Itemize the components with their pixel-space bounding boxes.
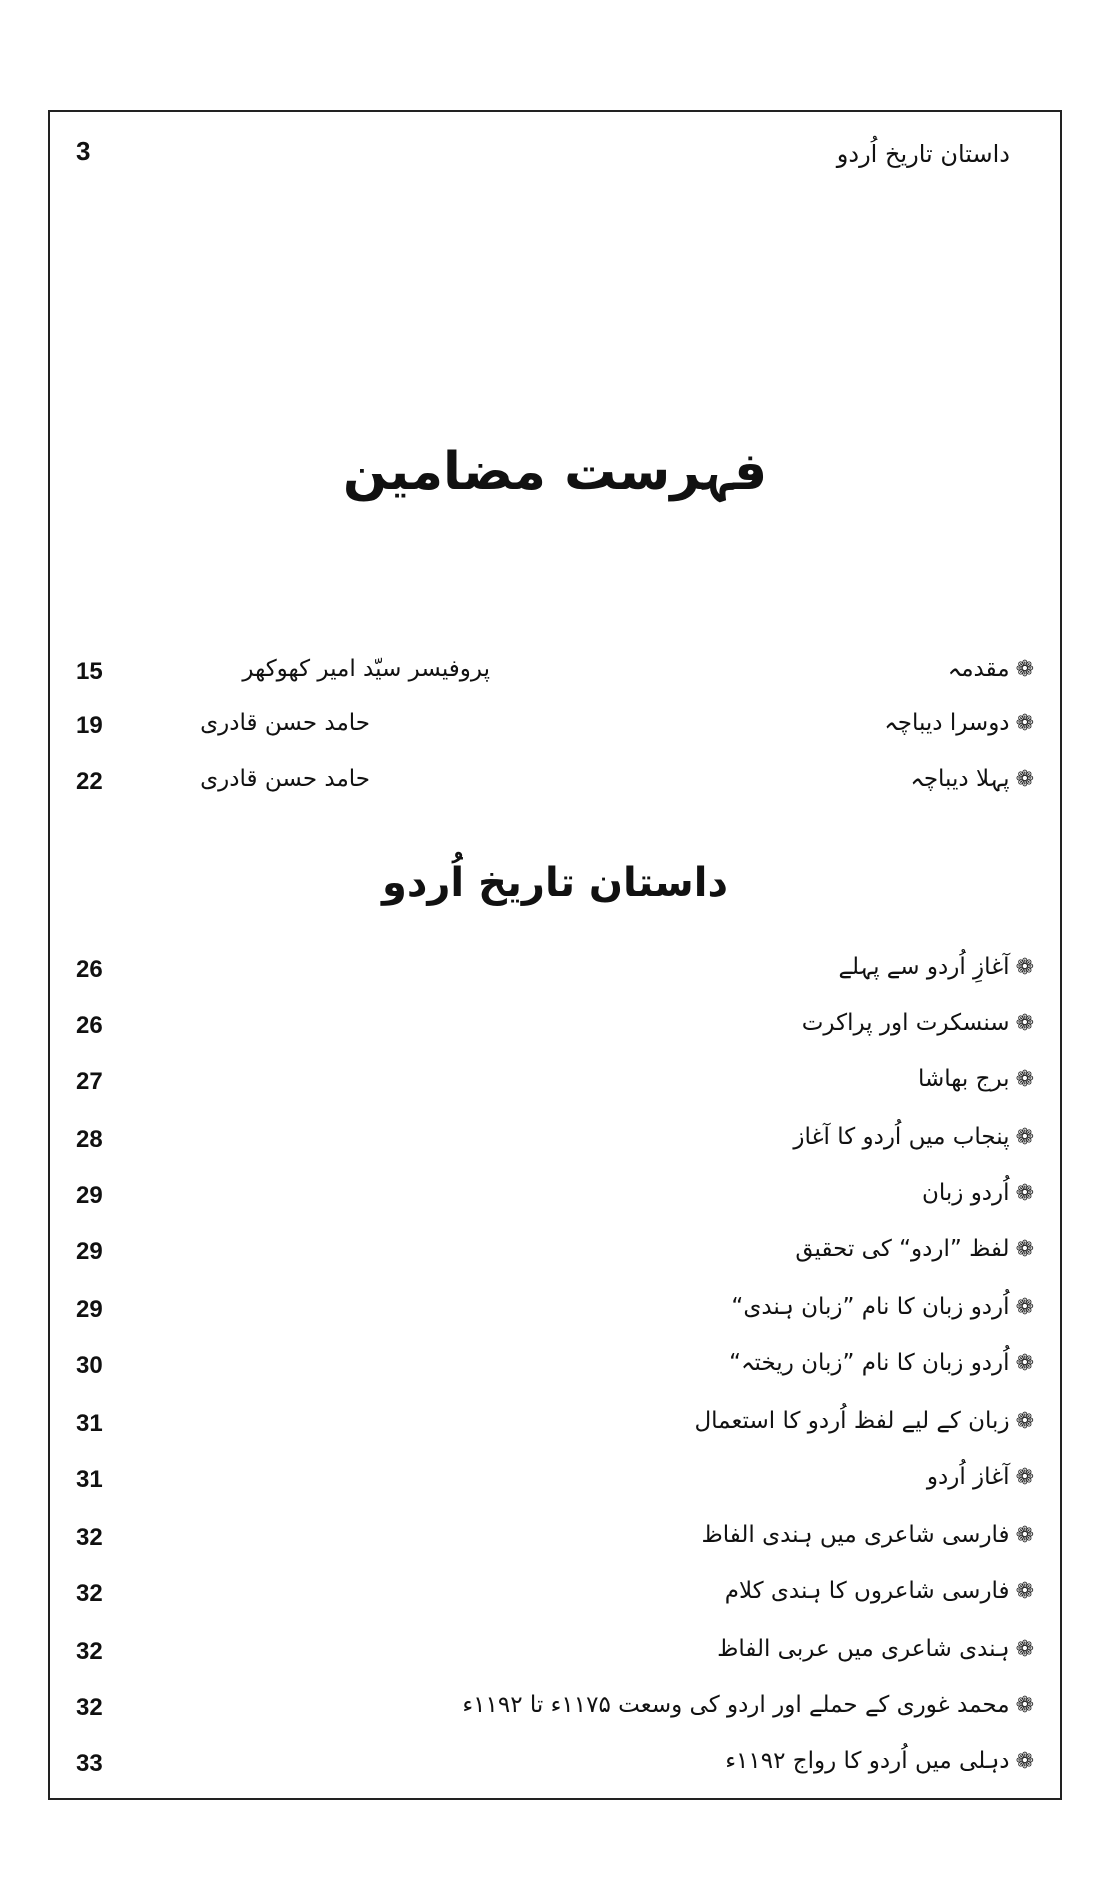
- toc-entry-page: 32: [76, 1580, 103, 1607]
- flower-bullet-icon: ❁: [1015, 1464, 1034, 1490]
- toc-entry-title: لفظ ”اردو“ کی تحقیق: [795, 1236, 1010, 1262]
- flower-bullet-icon: ❁: [1015, 1748, 1034, 1774]
- toc-entry[interactable]: [50, 1124, 1060, 1168]
- toc-entry-page: 27: [76, 1068, 103, 1095]
- toc-entry-page: 19: [76, 712, 103, 739]
- toc-entry[interactable]: [50, 766, 1060, 810]
- toc-entry-title: آغاز اُردو: [926, 1464, 1010, 1490]
- toc-entry-page: 29: [76, 1238, 103, 1265]
- flower-bullet-icon: ❁: [1015, 1408, 1034, 1434]
- toc-entry[interactable]: [50, 1180, 1060, 1224]
- toc-entry-page: 32: [76, 1524, 103, 1551]
- toc-entry-page: 29: [76, 1182, 103, 1209]
- toc-entry-author: پروفیسر سیّد امیر کھوکھر: [242, 656, 490, 682]
- toc-entry-title: اُردو زبان کا نام ”زبان ہندی“: [731, 1294, 1010, 1320]
- flower-bullet-icon: ❁: [1015, 1522, 1034, 1548]
- flower-bullet-icon: ❁: [1015, 1124, 1034, 1150]
- toc-entry-page: 32: [76, 1694, 103, 1721]
- toc-entry-title: دوسرا دیباچہ: [884, 710, 1010, 736]
- toc-entry-title: فارسی شاعری میں ہندی الفاظ: [701, 1522, 1010, 1548]
- toc-entry[interactable]: [50, 954, 1060, 998]
- toc-entry-title: سنسکرت اور پراکرت: [801, 1010, 1010, 1036]
- toc-entry[interactable]: [50, 1066, 1060, 1110]
- flower-bullet-icon: ❁: [1015, 1636, 1034, 1662]
- flower-bullet-icon: ❁: [1015, 1294, 1034, 1320]
- toc-entry[interactable]: [50, 1636, 1060, 1680]
- toc-entry[interactable]: [50, 710, 1060, 754]
- flower-bullet-icon: ❁: [1015, 1350, 1034, 1376]
- toc-entry-title: اُردو زبان: [921, 1180, 1010, 1206]
- toc-entry-page: 15: [76, 658, 103, 685]
- section-title: داستان تاریخ اُردو: [382, 860, 728, 906]
- toc-entry-page: 22: [76, 768, 103, 795]
- flower-bullet-icon: ❁: [1015, 954, 1034, 980]
- toc-entry-page: 32: [76, 1638, 103, 1665]
- running-head-title: داستان تاریخ اُردو: [836, 140, 1010, 168]
- toc-entry-title: برج بھاشا: [918, 1066, 1010, 1092]
- toc-entry[interactable]: [50, 1236, 1060, 1280]
- toc-entry-page: 26: [76, 956, 103, 983]
- toc-entry[interactable]: [50, 1294, 1060, 1338]
- toc-entry[interactable]: [50, 656, 1060, 700]
- flower-bullet-icon: ❁: [1015, 710, 1034, 736]
- toc-entry-page: 31: [76, 1410, 103, 1437]
- toc-entry-author: حامد حسن قادری: [200, 766, 370, 792]
- toc-entry[interactable]: [50, 1350, 1060, 1394]
- table-of-contents-title: فہرست مضامین: [342, 442, 768, 502]
- page-frame: [48, 110, 1062, 1800]
- toc-entry-page: 31: [76, 1466, 103, 1493]
- toc-entry[interactable]: [50, 1748, 1060, 1792]
- toc-entry-title: دہلی میں اُردو کا رواج ۱۱۹۲ء: [725, 1748, 1010, 1774]
- toc-entry[interactable]: [50, 1578, 1060, 1622]
- page-number: 3: [76, 136, 91, 166]
- toc-entry-title: پنجاب میں اُردو کا آغاز: [793, 1124, 1010, 1150]
- toc-entry-page: 28: [76, 1126, 103, 1153]
- flower-bullet-icon: ❁: [1015, 766, 1034, 792]
- toc-entry-title: محمد غوری کے حملے اور اردو کی وسعت ۱۱۷۵ء تا ۱۱۹۲ء: [462, 1692, 1010, 1718]
- toc-entry[interactable]: [50, 1692, 1060, 1736]
- toc-entry-title: پہلا دیباچہ: [910, 766, 1010, 792]
- toc-entry-title: آغازِ اُردو سے پہلے: [838, 954, 1010, 980]
- toc-entry-title: فارسی شاعروں کا ہندی کلام: [724, 1578, 1010, 1604]
- toc-entry[interactable]: [50, 1408, 1060, 1452]
- toc-entry-page: 26: [76, 1012, 103, 1039]
- flower-bullet-icon: ❁: [1015, 1066, 1034, 1092]
- toc-entry-page: 29: [76, 1296, 103, 1323]
- toc-entry[interactable]: [50, 1522, 1060, 1566]
- toc-entry-page: 30: [76, 1352, 103, 1379]
- toc-entry[interactable]: [50, 1010, 1060, 1054]
- toc-entry-page: 33: [76, 1750, 103, 1777]
- toc-entry-title: زبان کے لیے لفظ اُردو کا استعمال: [694, 1408, 1010, 1434]
- toc-entry-title: ہندی شاعری میں عربی الفاظ: [717, 1636, 1010, 1662]
- toc-entry-title: اُردو زبان کا نام ”زبان ریختہ“: [729, 1350, 1010, 1376]
- toc-entry-title: مقدمہ: [947, 656, 1010, 682]
- flower-bullet-icon: ❁: [1015, 1578, 1034, 1604]
- flower-bullet-icon: ❁: [1015, 656, 1034, 682]
- flower-bullet-icon: ❁: [1015, 1180, 1034, 1206]
- toc-entry-author: حامد حسن قادری: [200, 710, 370, 736]
- flower-bullet-icon: ❁: [1015, 1236, 1034, 1262]
- flower-bullet-icon: ❁: [1015, 1692, 1034, 1718]
- flower-bullet-icon: ❁: [1015, 1010, 1034, 1036]
- toc-entry[interactable]: [50, 1464, 1060, 1508]
